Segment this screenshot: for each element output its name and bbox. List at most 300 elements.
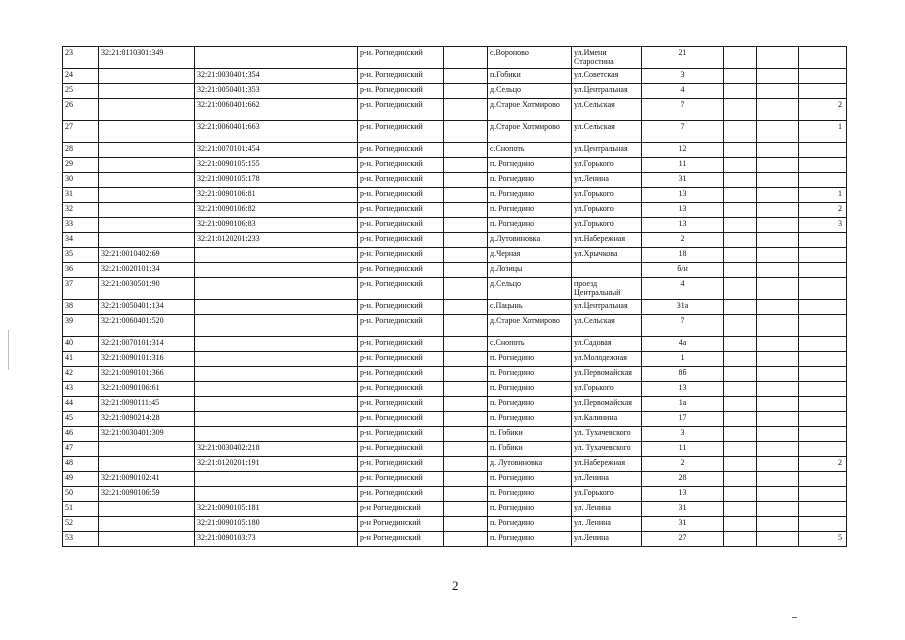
street-cell: ул. Ленина	[572, 517, 642, 532]
empty-cell	[724, 382, 757, 397]
settlement-cell: д.Черная	[488, 248, 572, 263]
empty-cell	[757, 99, 799, 121]
table-row	[63, 263, 847, 278]
apartment-cell: 1	[799, 121, 847, 143]
house-number-cell: 11	[642, 442, 724, 457]
empty-cell	[724, 427, 757, 442]
empty-cell	[444, 337, 488, 352]
empty-cell	[444, 532, 488, 547]
house-number-cell: 1	[642, 352, 724, 367]
house-number-cell: 13	[642, 203, 724, 218]
row-number-cell: 35	[63, 248, 99, 263]
house-number-cell: 4а	[642, 337, 724, 352]
cadastral-number-cell: 32:21:0090102:41	[99, 472, 195, 487]
apartment-cell	[799, 315, 847, 337]
street-cell: ул.Советская	[572, 69, 642, 84]
house-number-cell: 3	[642, 69, 724, 84]
district-cell: р-н. Рогнединский	[358, 158, 444, 173]
empty-cell	[724, 278, 757, 300]
house-number-cell: 13	[642, 218, 724, 233]
district-cell: р-н. Рогнединский	[358, 121, 444, 143]
apartment-cell: 3	[799, 218, 847, 233]
empty-cell	[724, 352, 757, 367]
cadastral-number-alt-cell	[195, 382, 358, 397]
empty-cell	[757, 532, 799, 547]
row-number-cell: 38	[63, 300, 99, 315]
cadastral-number-cell: 32:21:0030501:90	[99, 278, 195, 300]
empty-cell	[757, 188, 799, 203]
table-row	[63, 517, 847, 532]
row-number-cell: 47	[63, 442, 99, 457]
empty-cell	[757, 472, 799, 487]
row-number-cell: 32	[63, 203, 99, 218]
empty-cell	[757, 218, 799, 233]
empty-cell	[444, 84, 488, 99]
cadastral-number-cell: 32:21:0010402:69	[99, 248, 195, 263]
apartment-cell	[799, 502, 847, 517]
empty-cell	[724, 315, 757, 337]
house-number-cell: 31а	[642, 300, 724, 315]
street-cell: ул.Сельская	[572, 99, 642, 121]
table-row	[63, 367, 847, 382]
house-number-cell: 2	[642, 457, 724, 472]
settlement-cell: д.Лозицы	[488, 263, 572, 278]
district-cell: р-н. Рогнединский	[358, 487, 444, 502]
apartment-cell	[799, 69, 847, 84]
apartment-cell	[799, 352, 847, 367]
empty-cell	[757, 158, 799, 173]
empty-cell	[444, 457, 488, 472]
district-cell: р-н. Рогнединский	[358, 442, 444, 457]
row-number-cell: 37	[63, 278, 99, 300]
cadastral-number-cell: 32:21:0110301:349	[99, 47, 195, 69]
empty-cell	[757, 278, 799, 300]
house-number-cell: 7	[642, 121, 724, 143]
street-cell: ул.Первомайская	[572, 397, 642, 412]
cadastral-number-alt-cell	[195, 412, 358, 427]
empty-cell	[757, 382, 799, 397]
cadastral-number-cell	[99, 502, 195, 517]
street-cell: ул.Молодежная	[572, 352, 642, 367]
empty-cell	[724, 47, 757, 69]
street-cell: ул.Хрычкова	[572, 248, 642, 263]
settlement-cell: д.Сельцо	[488, 84, 572, 99]
scan-dash-mark	[792, 617, 797, 618]
district-cell: р-н. Рогнединский	[358, 337, 444, 352]
district-cell: р-н. Рогнединский	[358, 397, 444, 412]
row-number-cell: 29	[63, 158, 99, 173]
empty-cell	[724, 412, 757, 427]
street-cell: ул.Садовая	[572, 337, 642, 352]
district-cell: р-н. Рогнединский	[358, 457, 444, 472]
street-cell: ул.Ленина	[572, 472, 642, 487]
street-cell: ул.Горького	[572, 203, 642, 218]
empty-cell	[757, 233, 799, 248]
apartment-cell	[799, 472, 847, 487]
district-cell: р-н. Рогнединский	[358, 263, 444, 278]
empty-cell	[757, 173, 799, 188]
house-number-cell: 4	[642, 84, 724, 99]
cadastral-number-alt-cell: 32:21:0090105:181	[195, 502, 358, 517]
row-number-cell: 23	[63, 47, 99, 69]
house-number-cell: 3	[642, 427, 724, 442]
cadastral-number-cell	[99, 457, 195, 472]
cadastral-number-alt-cell	[195, 263, 358, 278]
cadastral-number-alt-cell: 32:21:0120201:191	[195, 457, 358, 472]
cadastral-number-alt-cell	[195, 278, 358, 300]
district-cell: р-н. Рогнединский	[358, 233, 444, 248]
table-row	[63, 412, 847, 427]
settlement-cell: п. Рогнедино	[488, 472, 572, 487]
table-row	[63, 158, 847, 173]
cadastral-number-alt-cell: 32:21:0050401:353	[195, 84, 358, 99]
house-number-cell: б/н	[642, 263, 724, 278]
empty-cell	[724, 173, 757, 188]
empty-cell	[724, 218, 757, 233]
cadastral-number-cell	[99, 532, 195, 547]
district-cell: р-н. Рогнединский	[358, 47, 444, 69]
empty-cell	[444, 143, 488, 158]
apartment-cell	[799, 84, 847, 99]
cadastral-number-cell: 32:21:0060401:520	[99, 315, 195, 337]
empty-cell	[444, 352, 488, 367]
cadastral-number-cell	[99, 203, 195, 218]
district-cell: р-н Рогнединский	[358, 532, 444, 547]
settlement-cell: п. Рогнедино	[488, 412, 572, 427]
settlement-cell: п. Рогнедино	[488, 382, 572, 397]
street-cell: ул.Имени Старостина	[572, 47, 642, 69]
cadastral-number-cell	[99, 143, 195, 158]
empty-cell	[757, 300, 799, 315]
apartment-cell: 5	[799, 532, 847, 547]
empty-cell	[444, 487, 488, 502]
empty-cell	[724, 397, 757, 412]
table-row	[63, 69, 847, 84]
empty-cell	[757, 84, 799, 99]
cadastral-number-cell	[99, 173, 195, 188]
street-cell: ул. Тухачевского	[572, 442, 642, 457]
cadastral-number-cell: 32:21:0090214:28	[99, 412, 195, 427]
empty-cell	[444, 382, 488, 397]
settlement-cell: п. Рогнедино	[488, 158, 572, 173]
house-number-cell: 11	[642, 158, 724, 173]
house-number-cell: 2	[642, 233, 724, 248]
empty-cell	[724, 502, 757, 517]
district-cell: р-н. Рогнединский	[358, 427, 444, 442]
row-number-cell: 27	[63, 121, 99, 143]
empty-cell	[757, 367, 799, 382]
street-cell: ул.Центральная	[572, 143, 642, 158]
table-row	[63, 502, 847, 517]
street-cell: ул.Горького	[572, 218, 642, 233]
cadastral-number-alt-cell	[195, 248, 358, 263]
empty-cell	[757, 248, 799, 263]
house-number-cell: 7	[642, 315, 724, 337]
empty-cell	[724, 457, 757, 472]
cadastral-number-alt-cell: 32:21:0030401:354	[195, 69, 358, 84]
street-cell: ул. Ленина	[572, 502, 642, 517]
settlement-cell: п. Рогнедино	[488, 367, 572, 382]
district-cell: р-н. Рогнединский	[358, 412, 444, 427]
apartment-cell	[799, 143, 847, 158]
empty-cell	[444, 502, 488, 517]
empty-cell	[724, 442, 757, 457]
empty-cell	[724, 99, 757, 121]
district-cell: р-н. Рогнединский	[358, 218, 444, 233]
row-number-cell: 44	[63, 397, 99, 412]
apartment-cell	[799, 397, 847, 412]
cadastral-number-cell	[99, 158, 195, 173]
row-number-cell: 45	[63, 412, 99, 427]
table-row	[63, 47, 847, 69]
apartment-cell	[799, 47, 847, 69]
settlement-cell: с.Снопоть	[488, 337, 572, 352]
settlement-cell: п. Рогнедино	[488, 188, 572, 203]
street-cell: ул.Набережная	[572, 233, 642, 248]
table-row	[63, 300, 847, 315]
cadastral-number-cell: 32:21:0050401:134	[99, 300, 195, 315]
settlement-cell: с.Вороново	[488, 47, 572, 69]
table-row	[63, 143, 847, 158]
empty-cell	[444, 69, 488, 84]
cadastral-number-alt-cell	[195, 352, 358, 367]
apartment-cell	[799, 487, 847, 502]
district-cell: р-н. Рогнединский	[358, 300, 444, 315]
row-number-cell: 30	[63, 173, 99, 188]
empty-cell	[444, 263, 488, 278]
empty-cell	[444, 517, 488, 532]
table-row	[63, 487, 847, 502]
cadastral-number-alt-cell	[195, 427, 358, 442]
settlement-cell: п. Рогнедино	[488, 218, 572, 233]
table-body	[63, 47, 847, 547]
table-row	[63, 397, 847, 412]
empty-cell	[724, 158, 757, 173]
row-number-cell: 50	[63, 487, 99, 502]
empty-cell	[724, 203, 757, 218]
empty-cell	[724, 337, 757, 352]
district-cell: р-н Рогнединский	[358, 517, 444, 532]
empty-cell	[724, 532, 757, 547]
empty-cell	[444, 412, 488, 427]
cadastral-number-cell	[99, 218, 195, 233]
empty-cell	[724, 233, 757, 248]
house-number-cell: 28	[642, 472, 724, 487]
cadastral-number-alt-cell: 32:21:0090105:155	[195, 158, 358, 173]
property-table	[62, 46, 847, 547]
empty-cell	[444, 218, 488, 233]
empty-cell	[724, 143, 757, 158]
table-row	[63, 173, 847, 188]
cadastral-number-cell: 32:21:0070101:314	[99, 337, 195, 352]
page-number: 2	[452, 578, 459, 593]
empty-cell	[724, 84, 757, 99]
empty-cell	[444, 203, 488, 218]
apartment-cell	[799, 263, 847, 278]
apartment-cell	[799, 300, 847, 315]
table-row	[63, 188, 847, 203]
empty-cell	[757, 427, 799, 442]
cadastral-number-alt-cell: 32:21:0090105:180	[195, 517, 358, 532]
cadastral-number-alt-cell	[195, 300, 358, 315]
empty-cell	[444, 278, 488, 300]
house-number-cell: 8б	[642, 367, 724, 382]
settlement-cell: д.Сельцо	[488, 278, 572, 300]
apartment-cell	[799, 278, 847, 300]
district-cell: р-н. Рогнединский	[358, 382, 444, 397]
settlement-cell: п. Гобики	[488, 442, 572, 457]
settlement-cell: д.Старое Хотмирово	[488, 99, 572, 121]
empty-cell	[757, 121, 799, 143]
district-cell: р-н. Рогнединский	[358, 173, 444, 188]
settlement-cell: д. Лутовиновка	[488, 457, 572, 472]
empty-cell	[444, 47, 488, 69]
district-cell: р-н. Рогнединский	[358, 367, 444, 382]
empty-cell	[757, 502, 799, 517]
street-cell: ул.Горького	[572, 487, 642, 502]
cadastral-number-alt-cell: 32:21:0090106:83	[195, 218, 358, 233]
table-row	[63, 248, 847, 263]
district-cell: р-н. Рогнединский	[358, 203, 444, 218]
street-cell: ул.Калинина	[572, 412, 642, 427]
cadastral-number-alt-cell: 32:21:0060401:663	[195, 121, 358, 143]
apartment-cell	[799, 233, 847, 248]
row-number-cell: 25	[63, 84, 99, 99]
cadastral-number-alt-cell: 32:21:0030402:218	[195, 442, 358, 457]
apartment-cell	[799, 158, 847, 173]
cadastral-number-alt-cell: 32:21:0090106:81	[195, 188, 358, 203]
empty-cell	[724, 188, 757, 203]
table-row	[63, 472, 847, 487]
row-number-cell: 53	[63, 532, 99, 547]
settlement-cell: д.Лутовиновка	[488, 233, 572, 248]
table-row	[63, 427, 847, 442]
district-cell: р-н. Рогнединский	[358, 84, 444, 99]
empty-cell	[444, 472, 488, 487]
house-number-cell: 31	[642, 173, 724, 188]
apartment-cell	[799, 382, 847, 397]
street-cell: ул.Набережная	[572, 457, 642, 472]
row-number-cell: 34	[63, 233, 99, 248]
house-number-cell: 31	[642, 502, 724, 517]
row-number-cell: 24	[63, 69, 99, 84]
row-number-cell: 52	[63, 517, 99, 532]
row-number-cell: 36	[63, 263, 99, 278]
empty-cell	[444, 315, 488, 337]
settlement-cell: п. Рогнедино	[488, 203, 572, 218]
cadastral-number-alt-cell	[195, 47, 358, 69]
cadastral-number-cell	[99, 517, 195, 532]
district-cell: р-н Рогнединский	[358, 502, 444, 517]
settlement-cell: п. Гобики	[488, 427, 572, 442]
table-row	[63, 218, 847, 233]
cadastral-number-cell	[99, 84, 195, 99]
street-cell: ул.Горького	[572, 158, 642, 173]
empty-cell	[444, 248, 488, 263]
empty-cell	[757, 203, 799, 218]
empty-cell	[724, 367, 757, 382]
table-row	[63, 382, 847, 397]
empty-cell	[444, 442, 488, 457]
empty-cell	[757, 315, 799, 337]
cadastral-number-alt-cell	[195, 337, 358, 352]
cadastral-number-alt-cell: 32:21:0090105:178	[195, 173, 358, 188]
row-number-cell: 49	[63, 472, 99, 487]
house-number-cell: 1а	[642, 397, 724, 412]
empty-cell	[444, 233, 488, 248]
cadastral-number-cell: 32:21:0030401:309	[99, 427, 195, 442]
street-cell: ул.Сельская	[572, 315, 642, 337]
apartment-cell: 2	[799, 99, 847, 121]
street-cell: ул.Центральная	[572, 300, 642, 315]
cadastral-number-cell: 32:21:0020101:34	[99, 263, 195, 278]
empty-cell	[757, 337, 799, 352]
district-cell: р-н. Рогнединский	[358, 352, 444, 367]
house-number-cell: 13	[642, 382, 724, 397]
house-number-cell: 7	[642, 99, 724, 121]
settlement-cell: с.Пацынь	[488, 300, 572, 315]
empty-cell	[444, 173, 488, 188]
street-cell: ул.Ленина	[572, 173, 642, 188]
empty-cell	[757, 143, 799, 158]
empty-cell	[444, 397, 488, 412]
row-number-cell: 46	[63, 427, 99, 442]
cadastral-number-cell: 32:21:0090101:316	[99, 352, 195, 367]
district-cell: р-н. Рогнединский	[358, 99, 444, 121]
empty-cell	[757, 412, 799, 427]
cadastral-number-cell	[99, 442, 195, 457]
house-number-cell: 21	[642, 47, 724, 69]
cadastral-number-alt-cell: 32:21:0070101:454	[195, 143, 358, 158]
table-row	[63, 315, 847, 337]
row-number-cell: 28	[63, 143, 99, 158]
district-cell: р-н. Рогнединский	[358, 278, 444, 300]
house-number-cell: 18	[642, 248, 724, 263]
settlement-cell: д.Старое Хотмирово	[488, 315, 572, 337]
table-row	[63, 203, 847, 218]
scan-margin-mark	[8, 330, 9, 370]
table-row	[63, 84, 847, 99]
street-cell: ул.Горького	[572, 188, 642, 203]
cadastral-number-alt-cell	[195, 367, 358, 382]
table-row	[63, 442, 847, 457]
cadastral-number-cell: 32:21:0090106:59	[99, 487, 195, 502]
apartment-cell	[799, 248, 847, 263]
table-row	[63, 337, 847, 352]
cadastral-number-cell	[99, 188, 195, 203]
row-number-cell: 42	[63, 367, 99, 382]
empty-cell	[444, 158, 488, 173]
empty-cell	[724, 263, 757, 278]
row-number-cell: 41	[63, 352, 99, 367]
empty-cell	[757, 487, 799, 502]
house-number-cell: 31	[642, 517, 724, 532]
district-cell: р-н. Рогнединский	[358, 69, 444, 84]
settlement-cell: п. Рогнедино	[488, 532, 572, 547]
apartment-cell: 1	[799, 188, 847, 203]
house-number-cell: 4	[642, 278, 724, 300]
cadastral-number-cell	[99, 69, 195, 84]
empty-cell	[444, 367, 488, 382]
empty-cell	[757, 442, 799, 457]
cadastral-number-alt-cell	[195, 487, 358, 502]
street-cell	[572, 263, 642, 278]
street-cell: ул.Сельская	[572, 121, 642, 143]
district-cell: р-н. Рогнединский	[358, 143, 444, 158]
street-cell: проезд Центральный	[572, 278, 642, 300]
street-cell: ул. Тухачевского	[572, 427, 642, 442]
house-number-cell: 27	[642, 532, 724, 547]
